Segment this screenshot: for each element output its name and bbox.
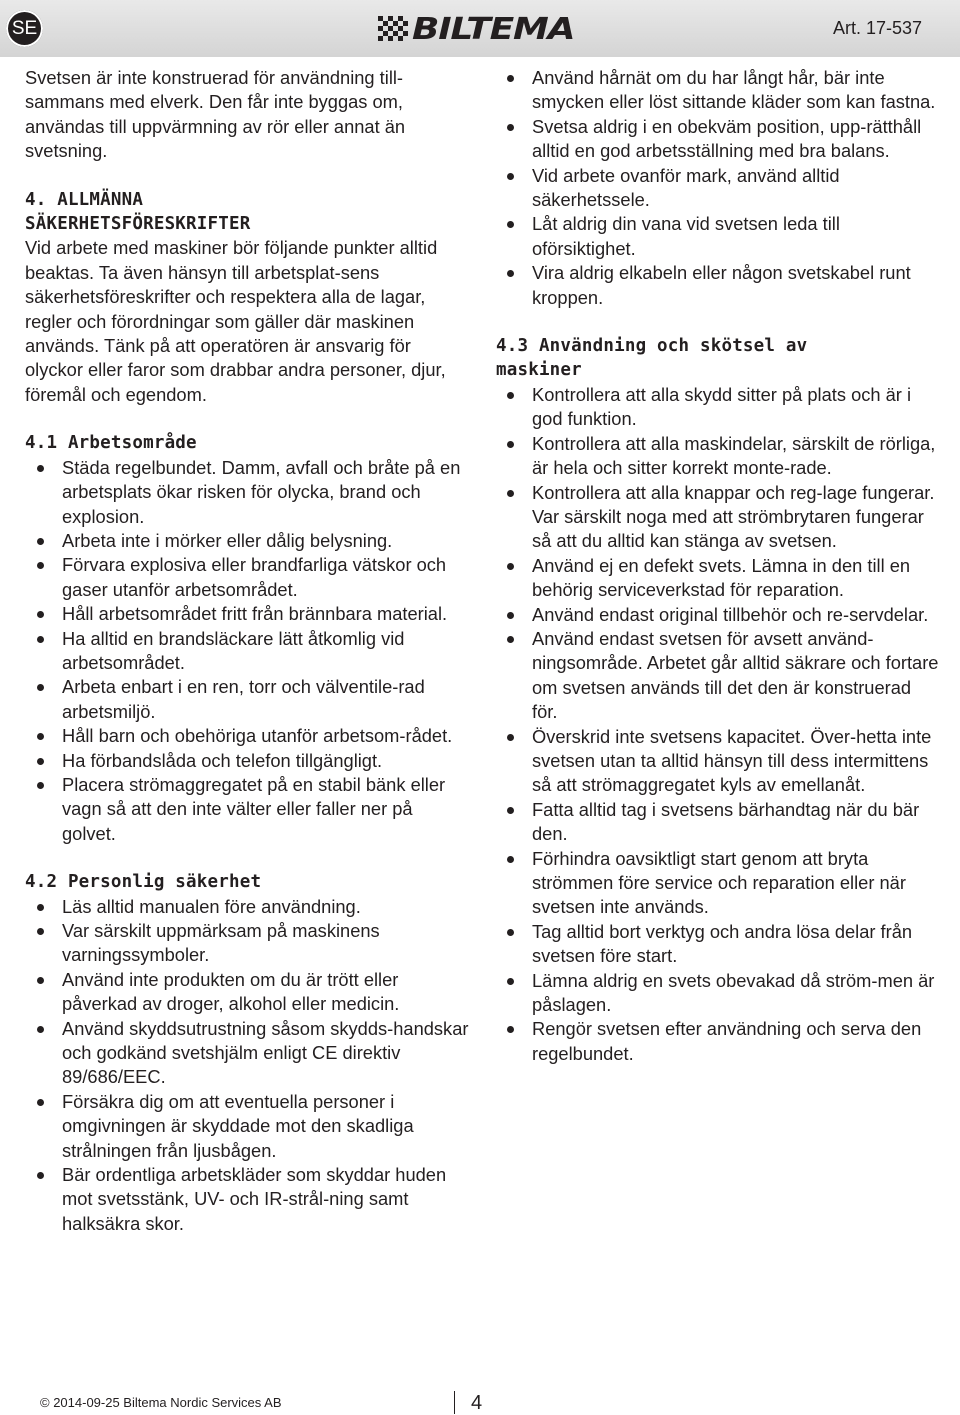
section-4-3-title-line-2: maskiner: [496, 360, 582, 381]
list-item: Ha förbandslåda och telefon tillgängligt.: [25, 749, 470, 773]
list-item: Lämna aldrig en svets obevakad då ström-men är påslagen.: [496, 969, 941, 1018]
list-item: Håll arbetsområdet fritt från brännbara material.: [25, 602, 470, 626]
language-badge: [6, 10, 43, 47]
list-item: Placera strömaggregatet på en stabil bänk eller vagn så att den inte välter eller faller ner på golvet.: [25, 773, 470, 846]
list-item: Rengör svetsen efter användning och serva den regelbundet.: [496, 1017, 941, 1066]
section-4-1-title: 4.1 Arbetsområde: [25, 433, 197, 454]
intro-paragraph: Svetsen är inte konstruerad för användning till-sammans med elverk. Den får inte byggas om, användas till uppvärmning av rör eller annat än svetsning.: [25, 67, 406, 162]
list-item: Låt aldrig din vana vid svetsen leda till oförsiktighet.: [496, 212, 941, 261]
right-column: [496, 66, 941, 1066]
footer-divider: [454, 1391, 455, 1414]
list-item: Ha alltid en brandsläckare lätt åtkomlig vid arbetsområdet.: [25, 627, 470, 676]
list-item: Vid arbete ovanför mark, använd alltid säkerhetssele.: [496, 164, 941, 213]
list-item: Försäkra dig om att eventuella personer i omgivningen är skyddade mot den skadliga strålningen från ljusbågen.: [25, 1090, 470, 1163]
list-item: Vira aldrig elkabeln eller någon svetskabel runt kroppen.: [496, 261, 941, 310]
list-item: Förvara explosiva eller brandfarliga vätskor och gaser utanför arbetsområdet.: [25, 553, 470, 602]
list-item: Använd endast svetsen för avsett använd-ningsområde. Arbetet går alltid säkrare och fortare om svetsen används till det den är konstruerad för.: [496, 627, 941, 725]
list-item: Arbeta inte i mörker eller dålig belysning.: [25, 529, 470, 553]
brand-logo: [378, 11, 575, 47]
section-4-2-title: 4.2 Personlig säkerhet: [25, 872, 262, 893]
article-number: Art. 17-537: [832, 18, 922, 38]
page-header: [0, 0, 960, 57]
list-item: Tag alltid bort verktyg och andra lösa delar från svetsen före start.: [496, 920, 941, 969]
list-item: Städa regelbundet. Damm, avfall och bråte på en arbetsplats ökar risken för olycka, brand och explosion.: [25, 456, 470, 529]
section-4-3-title: [496, 334, 941, 383]
left-column: [25, 66, 470, 1236]
list-item: Använd endast original tillbehör och re-servdelar.: [496, 603, 941, 627]
list-item: Läs alltid manualen före användning.: [25, 895, 470, 919]
list-item: Använd skyddsutrustning såsom skydds-handskar och godkänd svetshjälm enligt CE direktiv 89/686/EEC.: [25, 1017, 470, 1090]
list-item: Svetsa aldrig i en obekväm position, upp-rätthåll alltid en god arbetsställning med bra balans.: [496, 115, 941, 164]
section-4-title-line-1: 4. ALLMÄNNA: [25, 189, 144, 210]
section-4-body: Vid arbete med maskiner bör följande punkter alltid beaktas. Ta även hänsyn till arbetsplat-sens säkerhetsföreskrifter och respektera alla de lagar, regler och förordningar som gäller där maskinen används. Tänk på att operatören är ansvarig för olyckor eller faror som drabbar andra personer, djur, föremål och egendom.: [25, 237, 446, 405]
list-item: Bär ordentliga arbetskläder som skyddar huden mot svetsstänk, UV- och IR-strål-ning samt halksäkra skor.: [25, 1163, 470, 1236]
list-item: Använd ej en defekt svets. Lämna in den till en behörig serviceverkstad för reparation.: [496, 554, 941, 603]
section-4-title: [25, 188, 470, 237]
list-item: Använd hårnät om du har långt hår, bär inte smycken eller löst sittande kläder som kan fastna.: [496, 66, 941, 115]
checkered-flag-icon: [378, 16, 408, 42]
copyright-notice: © 2014-09-25 Biltema Nordic Services AB: [40, 1395, 282, 1410]
section-4-1-list: [25, 456, 470, 847]
page-number: 4: [471, 1392, 483, 1414]
list-item: Kontrollera att alla maskindelar, särskilt de rörliga, är hela och sitter korrekt monte-rade.: [496, 432, 941, 481]
list-item: Förhindra oavsiktligt start genom att bryta strömmen före service och reparation eller när svetsen inte används.: [496, 847, 941, 920]
list-item: Använd inte produkten om du är trött eller påverkad av droger, alkohol eller medicin.: [25, 968, 470, 1017]
section-4-title-line-2: SÄKERHETSFÖRESKRIFTER: [25, 214, 251, 235]
brand-name: BILTEMA: [412, 11, 575, 47]
list-item: Överskrid inte svetsens kapacitet. Över-hetta inte svetsen utan ta alltid hänsyn till dess intermittens så att strömaggregatet kyls av emellanåt.: [496, 725, 941, 798]
language-code: SE: [11, 17, 38, 39]
list-item: Var särskilt uppmärksam på maskinens varningssymboler.: [25, 919, 470, 968]
list-item: Fatta alltid tag i svetsens bärhandtag när du bär den.: [496, 798, 941, 847]
list-item: Kontrollera att alla knappar och reg-lage fungerar. Var särskilt noga med att strömbrytaren fungerar så att du alltid kan stänga av svetsen.: [496, 481, 941, 554]
list-item: Håll barn och obehöriga utanför arbetsom-rådet.: [25, 724, 470, 748]
section-4-2-list-continued: [496, 66, 941, 310]
list-item: Kontrollera att alla skydd sitter på plats och är i god funktion.: [496, 383, 941, 432]
list-item: Arbeta enbart i en ren, torr och välventile-rad arbetsmiljö.: [25, 675, 470, 724]
section-4-3-list: [496, 383, 941, 1066]
section-4-2-list: [25, 895, 470, 1237]
section-4-3-title-line-1: 4.3 Användning och skötsel av: [496, 336, 808, 357]
